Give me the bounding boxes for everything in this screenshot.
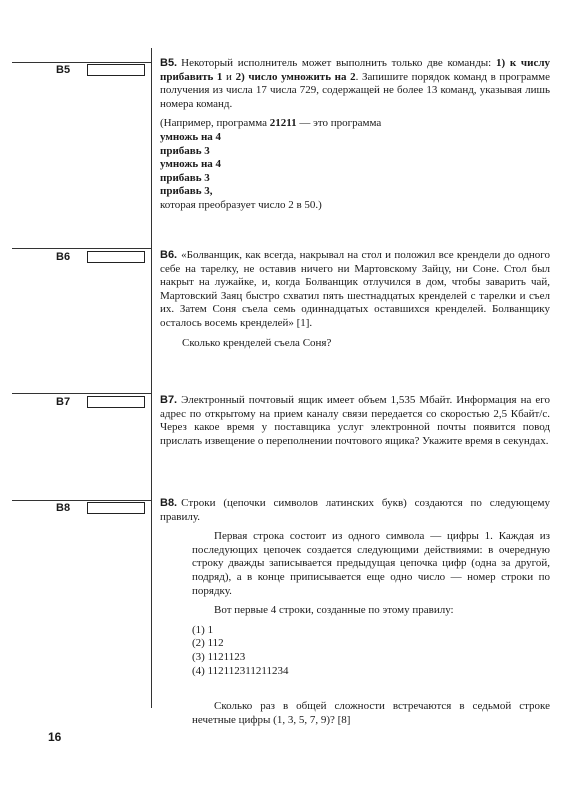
answer-label-b5: B5 [56, 64, 71, 76]
sequence-line: (2) 112 [192, 637, 224, 650]
answer-label-b6: B6 [56, 251, 71, 263]
task-b8-intro: B8. Строки (цепочки символов латинских букв) создаются по следующему правилу. [160, 497, 550, 523]
example-step: прибавь 3 [160, 144, 210, 157]
answer-box-b8[interactable] [87, 502, 145, 514]
task-b8-lines-intro: Вот первые 4 строки, созданные по этому правилу: [214, 604, 454, 617]
command-2: 2) число умножить на 2 [235, 70, 356, 83]
sequence-list [192, 624, 550, 678]
example-result: которая преобразует число 2 в 50.) [160, 198, 322, 211]
task-b6-statement: B6. «Болванщик, как всегда, накрывал на стол и положил все крендели до одного себе на тарелку, не оставив ничего ни Мартовскому Зайцу, ни Соне. Стол был накрыт на лужайке, и, когда Болванщик отлучился в дом, чтобы заварить чай, Мартовский Заяц быстро схватил пять шестнадцатых кренделей с тарелки и съел их. Затем Соня съела семь одиннадцатых оставшихся кренделей. Болванщику осталось восемь кренделей» [1]. [160, 249, 550, 329]
task-b8-rule: Первая строка состоит из одного символа — цифры 1. Каждая из последующих цепочек создается следующими действиями: в очередную строку дважды записывается предыдущая цепочка цифр (одна за другой, подряд), а в конце приписывается еще одно число — номер строки по порядку. [192, 530, 550, 597]
task-b6 [160, 249, 550, 350]
task-b8-question: Сколько раз в общей сложности встречаются в седьмой строке нечетные цифры (1, 3, 5, 7, 9)? [8] [192, 700, 550, 726]
answer-label-b7: B7 [56, 396, 71, 408]
sequence-line: (1) 1 [192, 623, 214, 636]
task-b6-question: Сколько кренделей съела Соня? [182, 336, 332, 349]
answer-box-b7[interactable] [87, 396, 145, 408]
example-step: умножь на 4 [160, 130, 222, 143]
example-step: прибавь 3, [160, 185, 213, 198]
example-step: прибавь 3 [160, 171, 210, 184]
example-block: (Например, программа 21211 — это программа умножь на 4 прибавь 3 умножь на 4 прибавь 3 прибавь 3, которая преобразует число 2 в 50.) [160, 117, 550, 212]
answer-box-b5[interactable] [87, 64, 145, 76]
answer-label-b8: B8 [56, 502, 71, 514]
page-number: 16 [48, 730, 62, 744]
answer-rule-b6 [12, 248, 151, 249]
task-b7-statement: B7. Электронный почтовый ящик имеет объем 1,535 Мбайт. Информация на его адрес по открытому на прием каналу связи передается со скоростью 2,5 Кбайт/с. Через какое время у поставщика услуг электронной почты появится повод прислать извещение о переполнении почтового ящика? Укажите время в секундах. [160, 394, 550, 447]
task-number: B6. [160, 249, 178, 261]
task-b5 [160, 57, 550, 213]
task-b8 [160, 497, 550, 727]
answer-rule-b8 [12, 500, 151, 501]
example-step: умножь на 4 [160, 158, 222, 171]
task-number: B5. [160, 57, 178, 69]
answer-rule-b7 [12, 393, 151, 394]
sequence-line: (3) 1121123 [192, 650, 246, 663]
task-number: B7. [160, 394, 178, 406]
command-1: 1) к числу прибавить 1 [160, 57, 550, 83]
answer-rule-b5 [12, 62, 151, 63]
answer-box-b6[interactable] [87, 251, 145, 263]
sequence-line: (4) 112112311211234 [192, 664, 289, 677]
task-b8-body [160, 530, 550, 727]
margin-divider [151, 48, 152, 708]
example-program: 21211 [269, 117, 297, 130]
task-b5-statement: B5. Некоторый исполнитель может выполнить только две команды: 1) к числу прибавить 1 и 2) число умножить на 2. Запишите порядок команд в программе получения из числа 17 числа 729, содержащей не более 13 команд, указывая лишь номера команд. [160, 57, 551, 110]
task-b7 [160, 394, 550, 448]
task-number: B8. [160, 497, 178, 509]
